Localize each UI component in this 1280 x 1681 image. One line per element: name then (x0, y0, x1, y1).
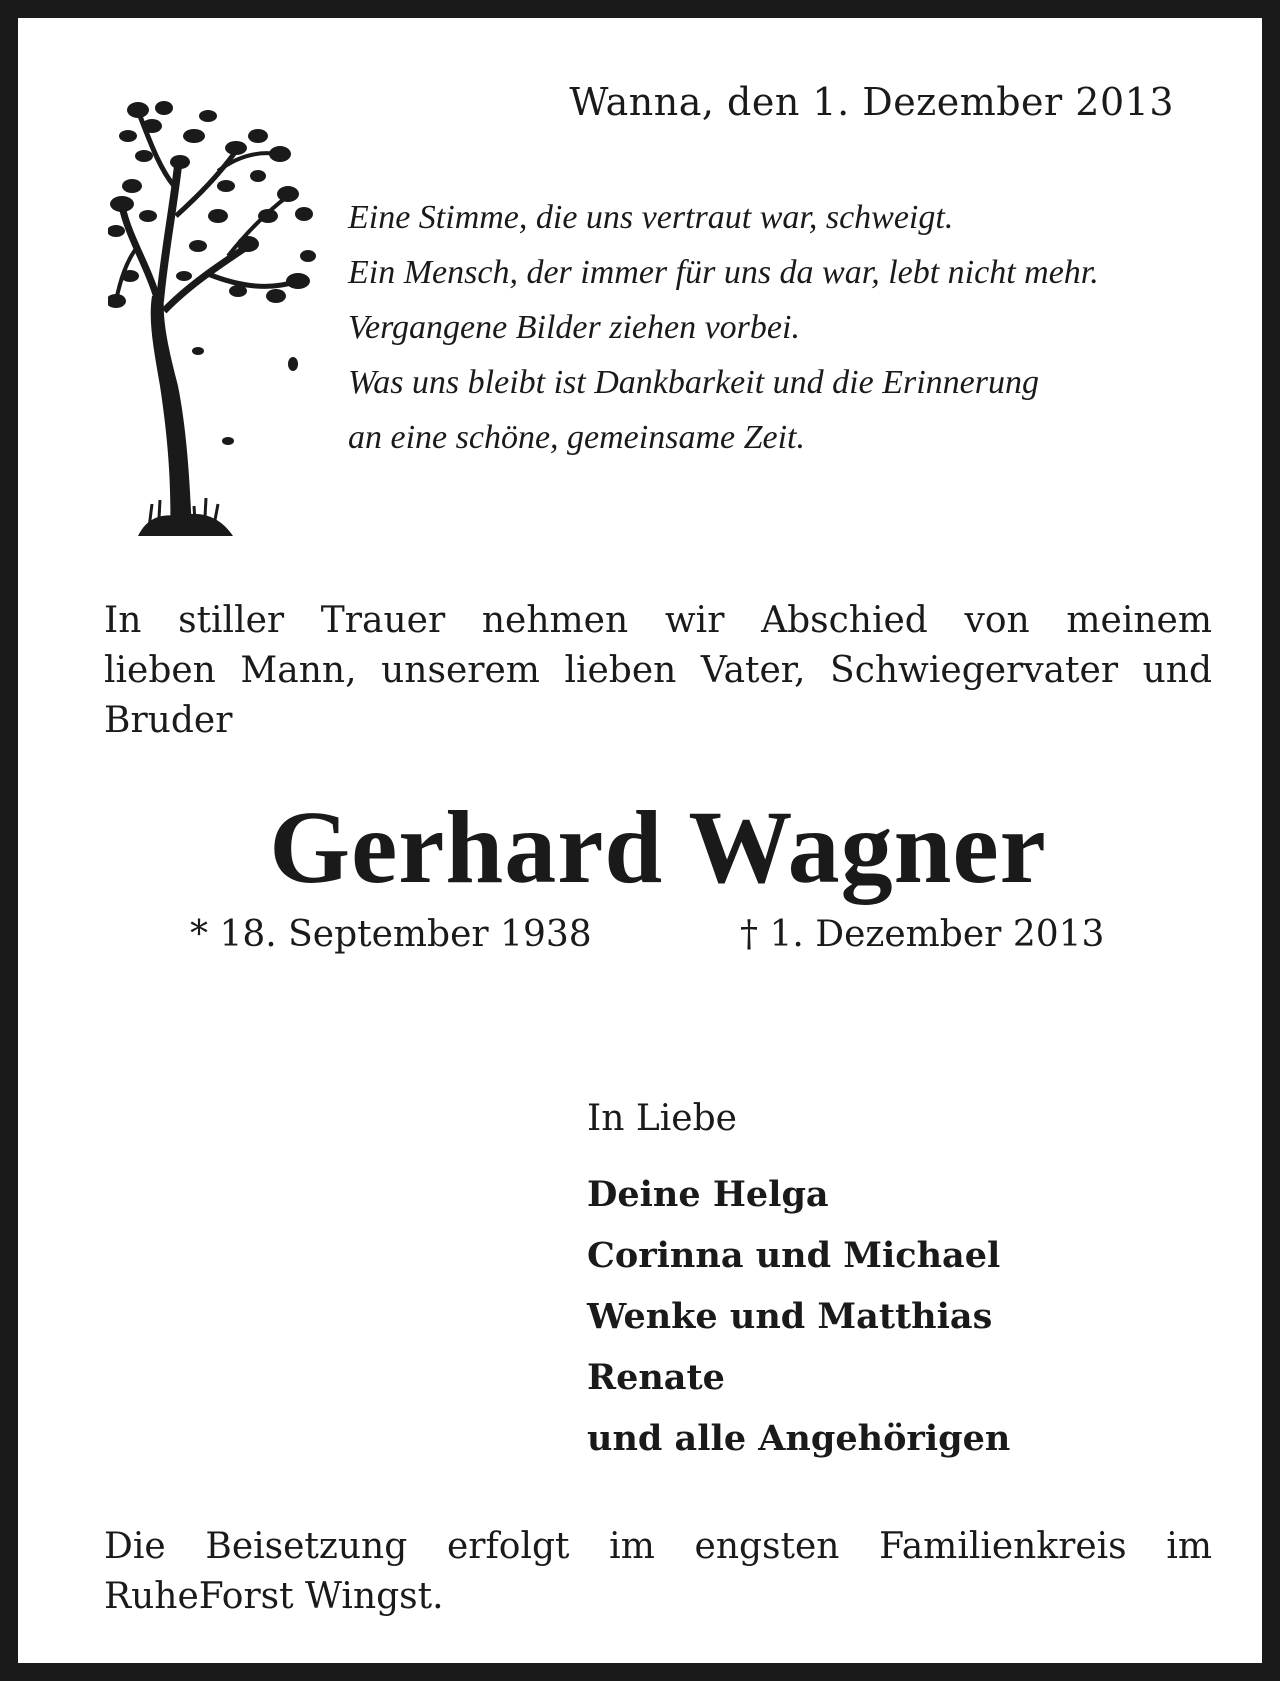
deceased-name: Gerhard Wagner (269, 790, 1047, 905)
date-line: Wanna, den 1. Dezember 2013 (569, 80, 1174, 124)
closing-line: RuheForst Wingst. (104, 1576, 444, 1617)
intro-line: lieben Mann, unserem lieben Vater, Schwiegervater und (104, 650, 1212, 691)
mourners-list (587, 1164, 1010, 1469)
poem-line: an eine schöne, gemeinsame Zeit. (348, 419, 805, 456)
mourner-name: Wenke und Matthias (587, 1296, 993, 1337)
poem-line: Eine Stimme, die uns vertraut war, schweigt. (348, 199, 954, 236)
closing-paragraph (104, 1522, 1212, 1622)
mourner-name: Deine Helga (587, 1174, 829, 1215)
intro-line: Bruder (104, 700, 233, 741)
birth-date: * 18. September 1938 (190, 914, 592, 955)
poem-line: Was uns bleibt ist Dankbarkeit und die Erinnerung (348, 364, 1039, 401)
mourner-name: Renate (587, 1357, 725, 1398)
tree-icon (108, 96, 318, 536)
poem-line: Vergangene Bilder ziehen vorbei. (348, 309, 800, 346)
mourner-name: und alle Angehörigen (587, 1418, 1011, 1459)
poem-line: Ein Mensch, der immer für uns da war, lebt nicht mehr. (348, 254, 1099, 291)
intro-line: In stiller Trauer nehmen wir Abschied von meinem (104, 600, 1212, 641)
mourners-intro: In Liebe (587, 1098, 737, 1139)
closing-line: Die Beisetzung erfolgt im engsten Familienkreis im (104, 1526, 1212, 1567)
mourner-name: Corinna und Michael (587, 1235, 1001, 1276)
intro-paragraph (104, 596, 1212, 746)
poem (348, 190, 1228, 465)
death-date: † 1. Dezember 2013 (740, 914, 1105, 955)
